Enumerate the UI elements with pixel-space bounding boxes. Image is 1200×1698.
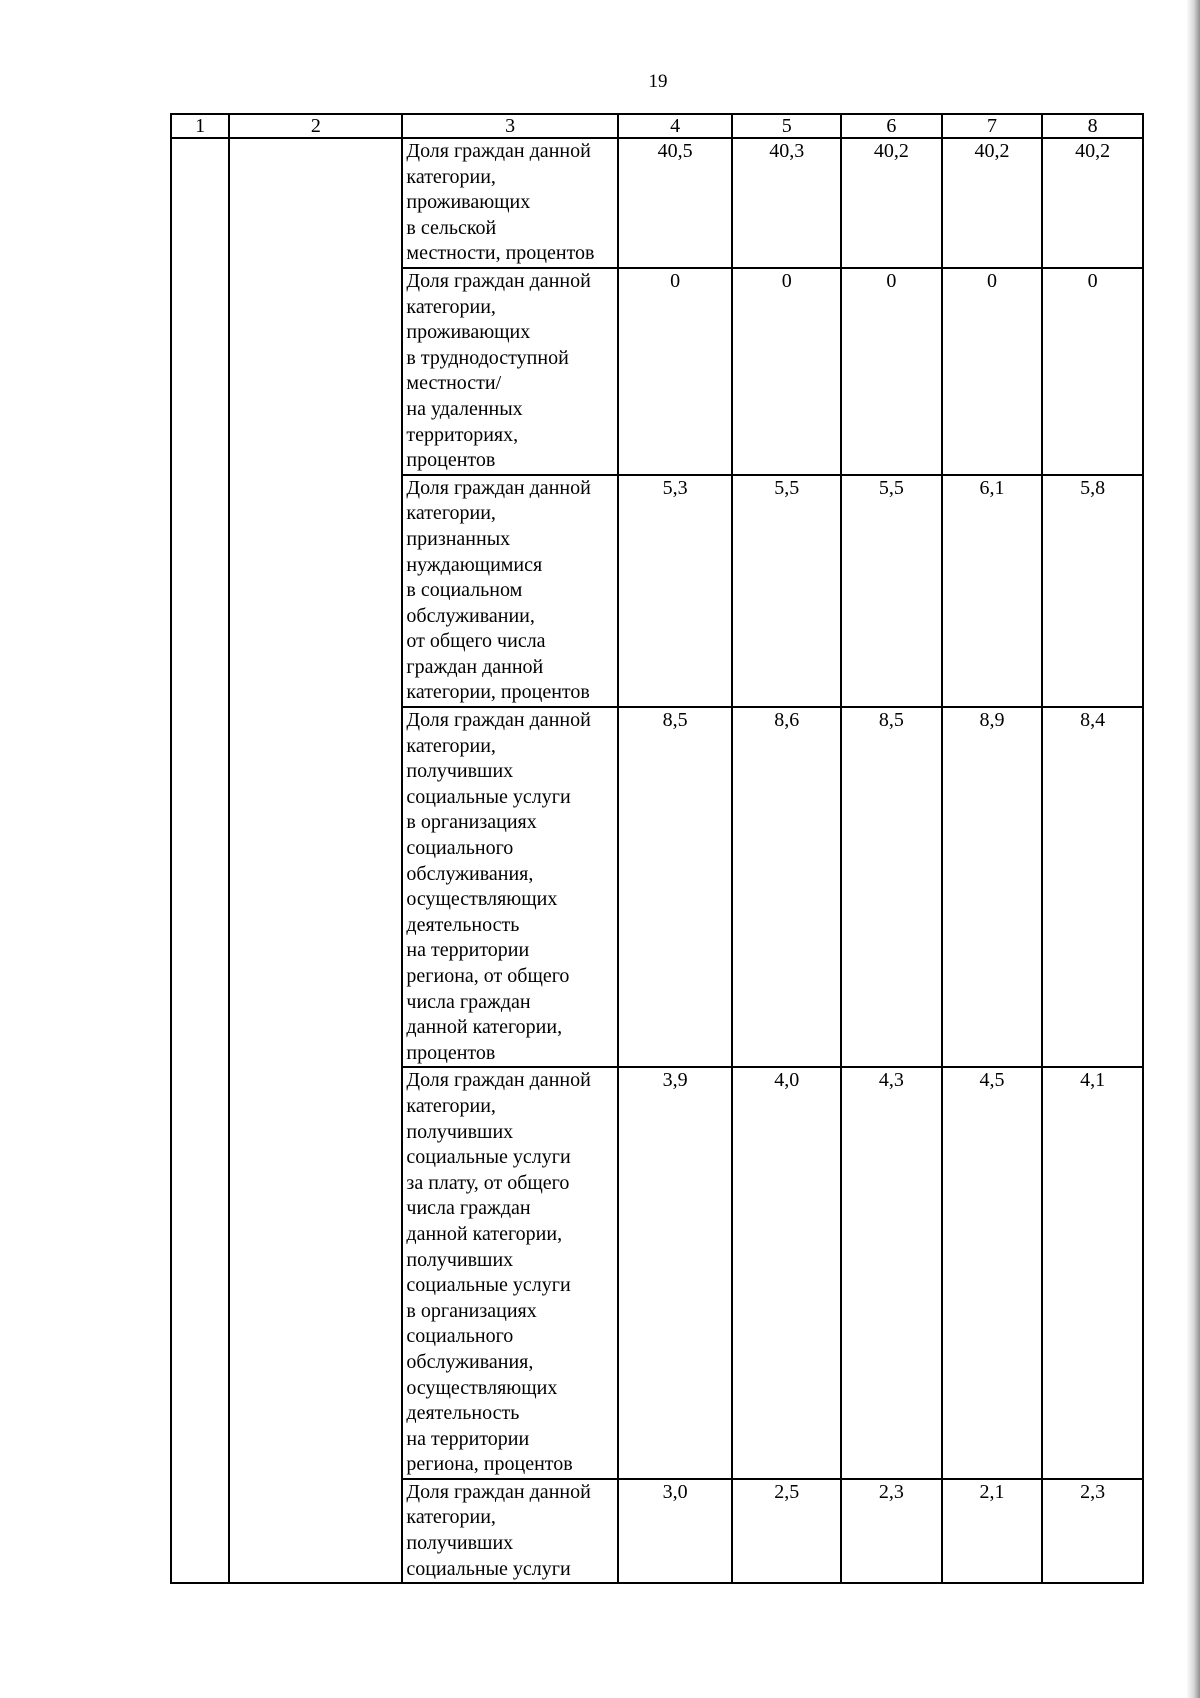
value-cell: 5,5: [732, 475, 841, 707]
value-cell: 8,5: [841, 707, 942, 1067]
value-cell: 8,6: [732, 707, 841, 1067]
value-cell: 0: [942, 268, 1043, 475]
indicator-table: [170, 113, 1144, 1584]
indicator-label: Доля граждан данной категории, проживающих в труднодоступной местности/ на удаленных территориях, процентов: [402, 268, 617, 475]
value-cell: 40,3: [732, 138, 841, 268]
value-cell: 4,5: [942, 1067, 1043, 1479]
value-cell: 2,3: [841, 1479, 942, 1583]
value-cell: 0: [732, 268, 841, 475]
value-cell: 8,5: [618, 707, 733, 1067]
column-header: 3: [402, 114, 617, 138]
column-header: 2: [229, 114, 402, 138]
value-cell: 2,3: [1042, 1479, 1143, 1583]
indicator-label: Доля граждан данной категории, получивших социальные услуги в организациях социального обслуживания, осуществляющих деятельность на территории региона, от общего числа граждан данной категории, процентов: [402, 707, 617, 1067]
value-cell: 40,5: [618, 138, 733, 268]
column-2-cell: [229, 138, 402, 1583]
column-header: 1: [171, 114, 229, 138]
value-cell: 8,4: [1042, 707, 1143, 1067]
value-cell: 5,8: [1042, 475, 1143, 707]
value-cell: 40,2: [841, 138, 942, 268]
value-cell: 4,1: [1042, 1067, 1143, 1479]
table-row: [171, 138, 1143, 268]
value-cell: 8,9: [942, 707, 1043, 1067]
value-cell: 0: [1042, 268, 1143, 475]
table-header-row: [171, 114, 1143, 138]
indicator-label: Доля граждан данной категории, признанных нуждающимися в социальном обслуживании, от общего числа граждан данной категории, процентов: [402, 475, 617, 707]
value-cell: 2,1: [942, 1479, 1043, 1583]
page-number: 19: [648, 71, 668, 92]
indicator-label: Доля граждан данной категории, проживающих в сельской местности, процентов: [402, 138, 617, 268]
value-cell: 5,3: [618, 475, 733, 707]
value-cell: 3,9: [618, 1067, 733, 1479]
column-header: 4: [618, 114, 733, 138]
column-header: 8: [1042, 114, 1143, 138]
value-cell: 3,0: [618, 1479, 733, 1583]
value-cell: 0: [618, 268, 733, 475]
value-cell: 40,2: [942, 138, 1043, 268]
value-cell: 0: [841, 268, 942, 475]
column-header: 6: [841, 114, 942, 138]
page-edge-shadow: [1186, 0, 1200, 1698]
indicator-label: Доля граждан данной категории, получивших социальные услуги: [402, 1479, 617, 1583]
indicator-label: Доля граждан данной категории, получивших социальные услуги за плату, от общего числа граждан данной категории, получивших социальные услуги в организациях социального обслуживания, осуществляющих деятельность на территории региона, процентов: [402, 1067, 617, 1479]
value-cell: 40,2: [1042, 138, 1143, 268]
value-cell: 2,5: [732, 1479, 841, 1583]
value-cell: 4,3: [841, 1067, 942, 1479]
value-cell: 5,5: [841, 475, 942, 707]
column-header: 7: [942, 114, 1043, 138]
column-1-cell: [171, 138, 229, 1583]
column-header: 5: [732, 114, 841, 138]
value-cell: 6,1: [942, 475, 1043, 707]
value-cell: 4,0: [732, 1067, 841, 1479]
